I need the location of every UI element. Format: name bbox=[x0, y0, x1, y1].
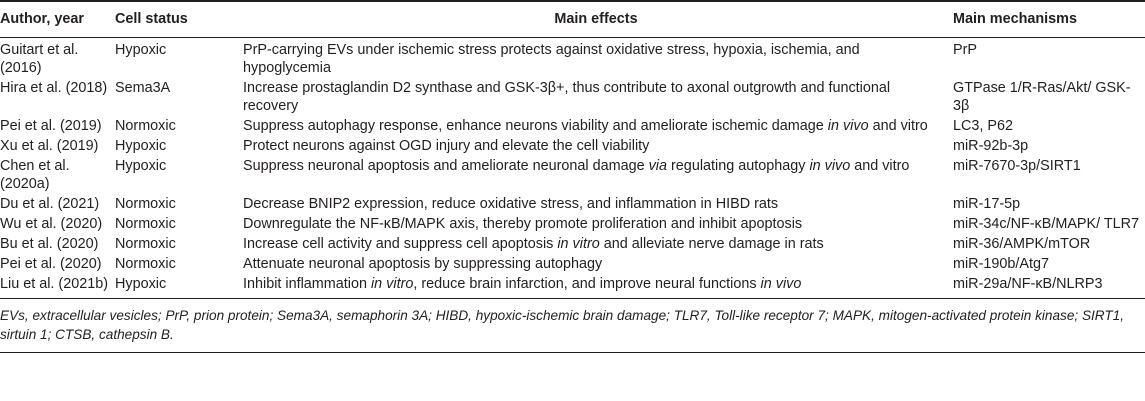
table-row bbox=[0, 234, 1145, 254]
header-status: Cell status bbox=[115, 1, 243, 38]
table-row bbox=[0, 274, 1145, 299]
cell-effects bbox=[243, 156, 953, 194]
cell-effects bbox=[243, 78, 953, 116]
cell-mechanisms: miR-36/AMPK/mTOR bbox=[953, 236, 1091, 252]
effects-segment: Suppress autophagy response, enhance neurons viability and ameliorate ischemic damage bbox=[243, 118, 828, 134]
table-header bbox=[0, 1, 1145, 38]
header-author: Author, year bbox=[0, 1, 115, 38]
footnote-divider bbox=[0, 344, 1145, 353]
table-row bbox=[0, 78, 1145, 116]
cell-status: Normoxic bbox=[115, 256, 176, 272]
cell-author: Pei et al. (2019) bbox=[0, 118, 102, 134]
effects-italic-segment: via bbox=[648, 158, 668, 174]
cell-author: Xu et al. (2019) bbox=[0, 138, 99, 154]
table-row bbox=[0, 116, 1145, 136]
effects-segment: Protect neurons against OGD injury and elevate the cell viability bbox=[243, 138, 650, 154]
effects-italic-segment: in vivo bbox=[827, 118, 869, 134]
effects-segment: PrP-carrying EVs under ischemic stress protects against oxidative stress, hypoxia, ischemia, and hypoglycemia bbox=[243, 42, 860, 76]
cell-status: Hypoxic bbox=[115, 158, 167, 174]
cell-status: Normoxic bbox=[115, 118, 176, 134]
header-row bbox=[0, 1, 1145, 38]
table-row bbox=[0, 136, 1145, 156]
effects-italic-segment: in vivo bbox=[760, 276, 802, 292]
cell-effects bbox=[243, 136, 953, 156]
cell-author: Bu et al. (2020) bbox=[0, 236, 99, 252]
table-body bbox=[0, 38, 1145, 299]
cell-mechanisms: miR-29a/NF-κB/NLRP3 bbox=[953, 274, 1145, 299]
cell-author: Wu et al. (2020) bbox=[0, 216, 103, 232]
effects-segment: regulating autophagy bbox=[667, 158, 810, 174]
effects-italic-segment: in vitro bbox=[370, 276, 414, 292]
cell-status: Normoxic bbox=[115, 216, 176, 232]
cell-mechanisms: miR-190b/Atg7 bbox=[953, 256, 1049, 272]
effects-segment: Suppress neuronal apoptosis and ameliorate neuronal damage bbox=[243, 158, 649, 174]
effects-segment: , reduce brain infarction, and improve neural functions bbox=[413, 276, 761, 292]
cell-effects bbox=[243, 116, 953, 136]
cell-author: Du et al. (2021) bbox=[0, 196, 100, 212]
cell-mechanisms: PrP bbox=[953, 42, 977, 58]
cell-mechanisms: miR-34c/NF-κB/MAPK/ TLR7 bbox=[953, 216, 1140, 232]
cell-author: Chen et al. (2020a) bbox=[0, 158, 70, 192]
cell-effects bbox=[243, 194, 953, 214]
effects-italic-segment: in vivo bbox=[809, 158, 851, 174]
cell-author: Hira et al. (2018) bbox=[0, 80, 108, 96]
header-effects: Main effects bbox=[243, 1, 953, 38]
table-footnote: EVs, extracellular vesicles; PrP, prion protein; Sema3A, semaphorin 3A; HIBD, hypoxic-ischemic brain damage; TLR7, Toll-like receptor 7; MAPK, mitogen-activated protein kinase; SIRT1, sirtuin 1; CTSB, cathepsin B. bbox=[0, 308, 1124, 342]
effects-segment: and vitro bbox=[850, 158, 910, 174]
cell-mechanisms: GTPase 1/R-Ras/Akt/ GSK-3β bbox=[953, 80, 1131, 114]
cell-status: Normoxic bbox=[115, 196, 176, 212]
effects-segment: Increase cell activity and suppress cell apoptosis bbox=[243, 236, 558, 252]
effects-segment: Inhibit inflammation bbox=[243, 276, 371, 292]
cell-status: Hypoxic bbox=[115, 42, 167, 58]
cell-effects bbox=[243, 254, 953, 274]
effects-segment: and alleviate nerve damage in rats bbox=[599, 236, 824, 252]
table-row bbox=[0, 214, 1145, 234]
effects-segment: Attenuate neuronal apoptosis by suppressing autophagy bbox=[243, 256, 603, 272]
cell-status: Hypoxic bbox=[115, 274, 243, 299]
cell-author: Liu et al. (2021b) bbox=[0, 274, 115, 299]
header-mechanisms: Main mechanisms bbox=[953, 1, 1145, 38]
table-row bbox=[0, 254, 1145, 274]
table-row bbox=[0, 38, 1145, 79]
cell-status: Normoxic bbox=[115, 236, 176, 252]
table-row bbox=[0, 194, 1145, 214]
effects-segment: and vitro bbox=[868, 118, 928, 134]
table-row bbox=[0, 156, 1145, 194]
effects-italic-segment: in vitro bbox=[557, 236, 600, 252]
cell-effects bbox=[243, 38, 953, 79]
cell-mechanisms: miR-7670-3p/SIRT1 bbox=[953, 158, 1081, 174]
effects-segment: Decrease BNIP2 expression, reduce oxidative stress, and inflammation in HIBD rats bbox=[243, 196, 779, 212]
cell-status: Sema3A bbox=[115, 80, 171, 96]
cell-effects bbox=[243, 274, 953, 299]
cell-effects bbox=[243, 234, 953, 254]
effects-segment: Increase prostaglandin D2 synthase and GSK-3β+, thus contribute to axonal outgrowth and functional recovery bbox=[243, 80, 891, 114]
cell-mechanisms: miR-17-5p bbox=[953, 196, 1021, 212]
cell-author: Guitart et al. (2016) bbox=[0, 42, 79, 76]
cell-status: Hypoxic bbox=[115, 138, 167, 154]
cell-mechanisms: LC3, P62 bbox=[953, 118, 1014, 134]
cell-author: Pei et al. (2020) bbox=[0, 256, 102, 272]
cell-effects bbox=[243, 214, 953, 234]
cell-mechanisms: miR-92b-3p bbox=[953, 138, 1029, 154]
effects-segment: Downregulate the NF-κB/MAPK axis, thereby promote proliferation and inhibit apoptosis bbox=[243, 216, 803, 232]
